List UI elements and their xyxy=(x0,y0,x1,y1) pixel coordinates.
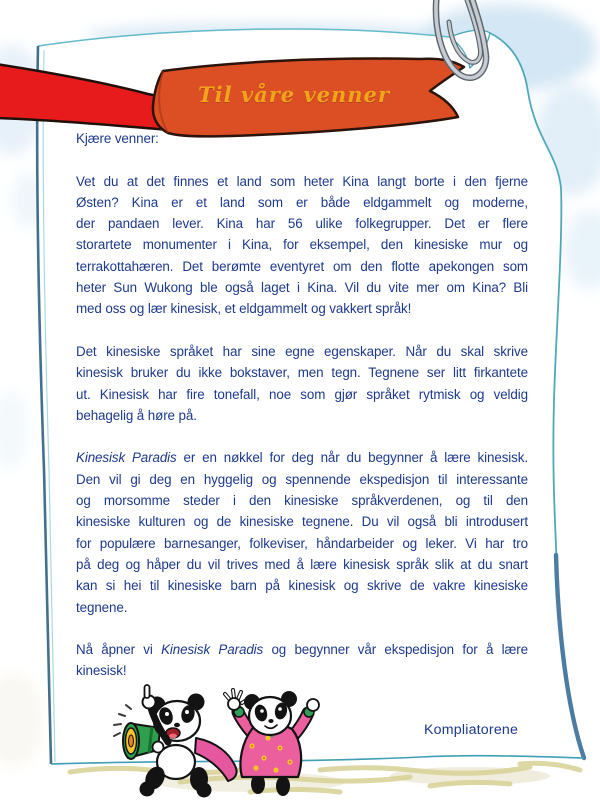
paragraph xyxy=(76,639,528,682)
letter-text xyxy=(76,128,528,682)
paragraph xyxy=(76,171,528,320)
paragraph-line: med oss og lær kinesisk, et eldgammelt og vakkert språk! xyxy=(76,301,412,317)
paragraph xyxy=(76,341,528,426)
paragraph-line: kan si hei til kinesiske barn på kinesisk og skrive de vakre kinesiske xyxy=(76,578,528,594)
paragraph-line: Nå åpner vi Kinesisk Paradis og begynner vår ekspedisjon for å lære xyxy=(76,642,529,658)
paragraph-line: behagelig å høre på. xyxy=(76,407,197,423)
paragraph-line: tegnene. xyxy=(76,599,128,615)
paragraph-line: kinesisk bruker du ikke bokstaver, men tegn. Tegnene ser litt firkantete xyxy=(76,365,528,381)
paragraph-line: storartete monumenter i Kina, for eksempel, den kinesiske mur og xyxy=(76,237,528,253)
paragraph-line: Den vil gi deg en hyggelig og spennende ekspedisjon til interessante xyxy=(76,471,528,487)
paragraph-line: kinesiske kulturen og de kinesiske tegnene. Du vil også bli introdusert xyxy=(76,514,528,530)
paragraph-line: og morsomme steder i den kinesiske språkverdenen, og til den xyxy=(76,493,528,509)
letter-signature: Kompliatorene xyxy=(424,722,519,738)
paragraph-line: på deg og håper du vil trives med å lære kinesisk språk slik at du snart xyxy=(76,556,528,572)
paragraph-line: Kinesisk Paradis er en nøkkel for deg når du begynner å lære kinesisk. xyxy=(76,450,528,466)
paragraph xyxy=(76,447,528,617)
paragraph-line: Vet du at det finnes et land som heter Kina langt borte i den fjerne xyxy=(76,173,528,189)
paragraph-line: ut. Kinesisk har fire tonefall, noe som gjør språket rytmisk og veldig xyxy=(76,386,528,402)
banner-title: Til våre venner xyxy=(198,82,390,107)
paragraph-line: kinesisk! xyxy=(76,663,127,679)
paragraph-line: heter Sun Wukong ble også laget i Kina. Vil du vite mer om Kina? Bli xyxy=(76,280,528,296)
paragraph-line: Det kinesiske språket har sine egne egenskaper. Når du skal skrive xyxy=(76,343,528,359)
paragraph-line: for populære barnesanger, folkeviser, håndarbeider og leker. Vi har tro xyxy=(76,535,528,551)
letter-paragraphs xyxy=(76,171,528,682)
paragraph-line: terrakottahæren. Det berømte eventyret om den flotte apekongen som xyxy=(76,258,528,274)
paragraph-line: der pandaen lever. Kina har 56 ulike folkegrupper. Det er flere xyxy=(76,216,528,232)
paragraph-line: Østen? Kina er et land som er både eldgammelt og moderne, xyxy=(76,194,528,210)
letter-greeting: Kjære venner: xyxy=(76,131,159,146)
